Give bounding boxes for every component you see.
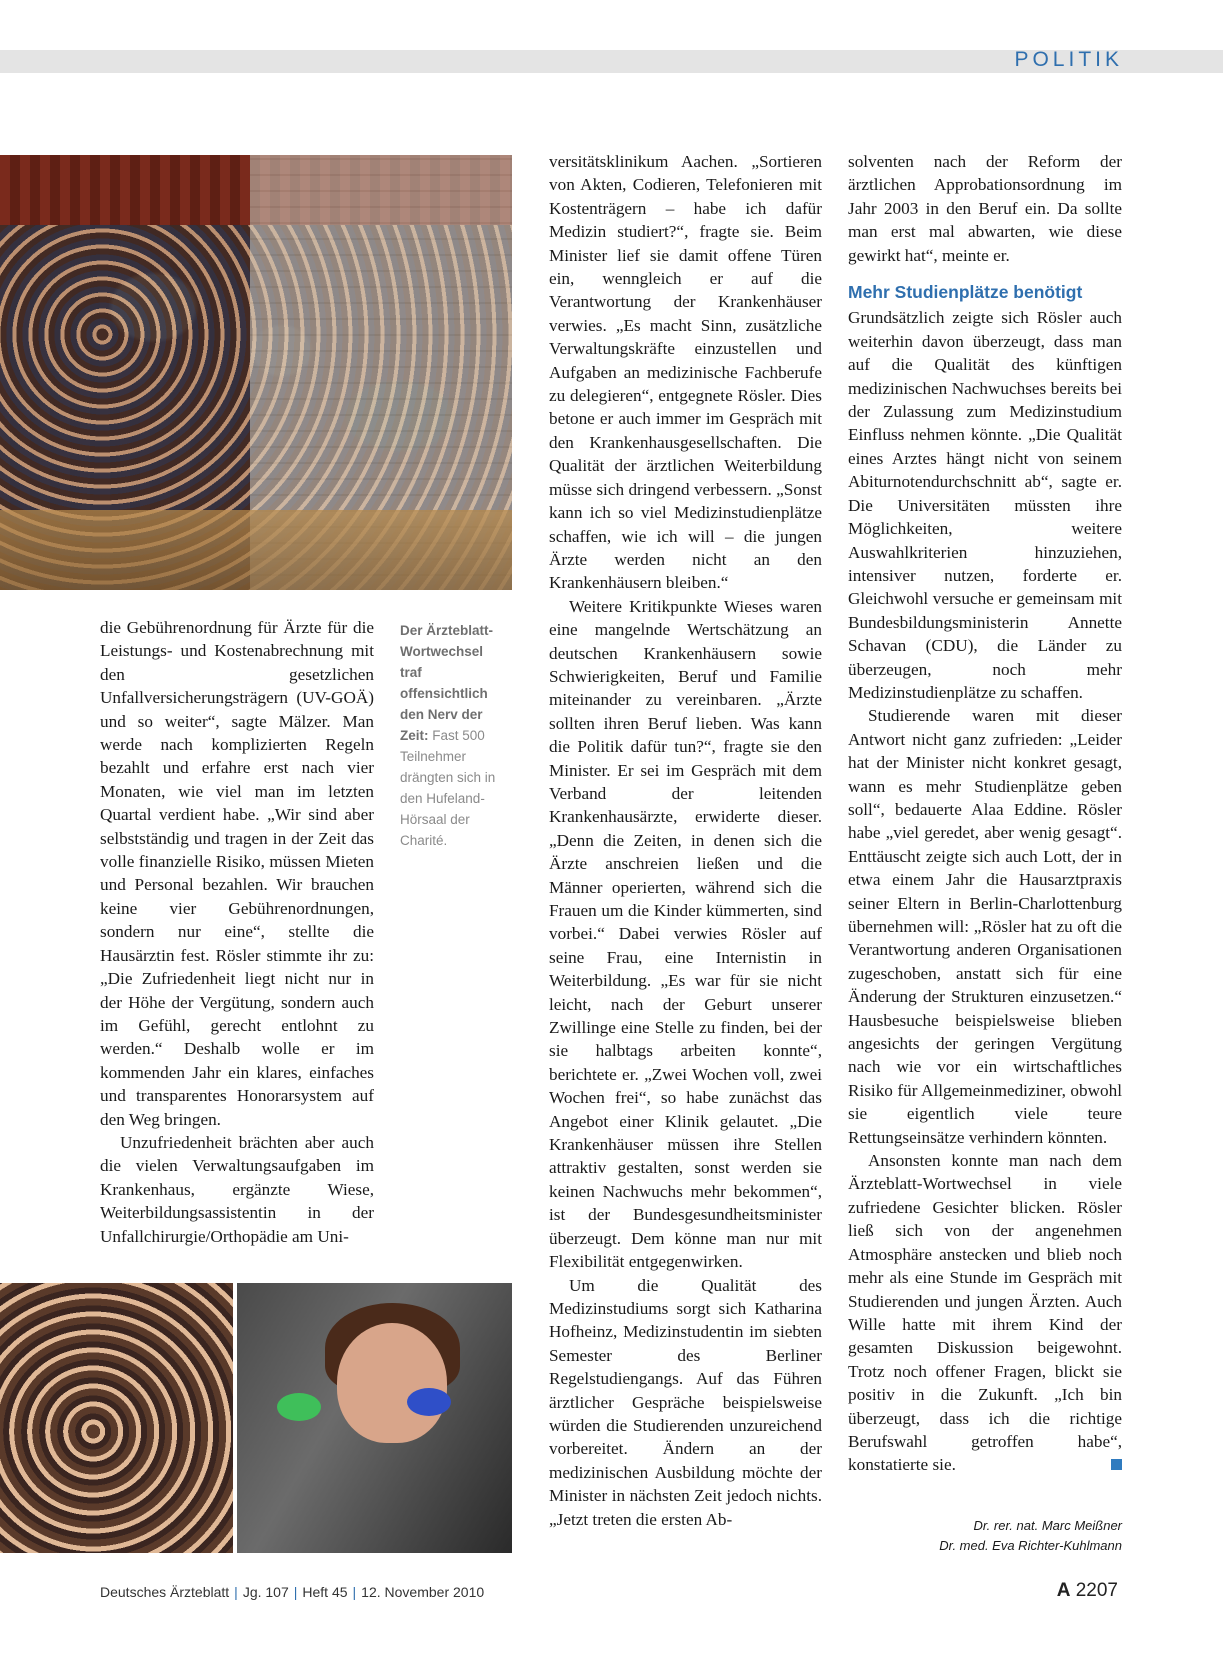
photo-caption bbox=[400, 620, 508, 851]
section-label: POLITIK bbox=[1014, 48, 1123, 71]
hall-floor bbox=[0, 510, 512, 590]
volume: Jg. 107 bbox=[242, 1584, 289, 1600]
author-name: Dr. med. Eva Richter-Kuhlmann bbox=[939, 1538, 1122, 1553]
caption-text: Fast 500 Teilnehmer drängten sich in den Hufeland-Hörsaal der Charité. bbox=[400, 728, 496, 848]
separator: | bbox=[293, 1584, 298, 1600]
journal-name: Deutsches Ärzteblatt bbox=[100, 1584, 230, 1600]
paragraph: solventen nach der Reform der ärztlichen Approbationsordnung im Jahr 2003 in den Beruf ein. Da sollte man erst mal abwarten, wie diese gewirkt hat“, meinte er. bbox=[848, 152, 1122, 265]
page-number-value: 2207 bbox=[1075, 1580, 1118, 1601]
paragraph: Um die Qualität des Medizinstudiums sorgt sich Katharina Hofheinz, Medizinstudentin im siebten Semester des Berliner Regelstudiengangs. Auf das Führen ärztlicher Gespräche beispielsweise würden die Studierenden unzureichend vorbereitet. Ändern an der medizinischen Ausbildung möchte der Minister in nächsten Zeit jedoch nichts. „Jetzt treten die ersten Ab- bbox=[549, 1275, 822, 1529]
paragraph-text: Ansonsten konnte man nach dem Ärzteblatt-Wortwechsel in viele zufriedene Gesichter blicken. Rösler ließ sich von der angenehmen Atmosphäre anstecken und blieb noch mehr als eine Stunde im Gespräch mit Studierenden und jungen Ärzten. Auch Wille hatte mit ihrem Kind der gesamten Diskussion beigewohnt. Trotz noch offener Fragen, blickt sie positiv in die Zukunft. „Ich bin überzeugt, dass ich die richtige Berufswahl getroffen habe“, konstatierte sie. bbox=[848, 1151, 1122, 1475]
caption-lead: Der Ärzteblatt-Wortwechsel traf offensichtlich den Nerv der Zeit: bbox=[400, 623, 494, 743]
paragraph bbox=[848, 1149, 1122, 1477]
separator: | bbox=[352, 1584, 357, 1600]
green-microphone-icon bbox=[277, 1393, 321, 1421]
footer bbox=[100, 1584, 484, 1600]
separator: | bbox=[234, 1584, 238, 1600]
column-1 bbox=[100, 616, 374, 1248]
blue-microphone-icon bbox=[407, 1388, 451, 1416]
author-credits bbox=[939, 1516, 1122, 1556]
column-4 bbox=[848, 150, 1122, 1477]
speaker-with-microphones-photo bbox=[237, 1283, 512, 1553]
subheading: Mehr Studienplätze benötigt bbox=[848, 282, 1083, 303]
page-prefix: A bbox=[1056, 1580, 1071, 1601]
paragraph: Unzufriedenheit brächten aber auch die vielen Verwaltungsaufgaben im Krankenhaus, ergänzte Wiese, Weiterbildungsassistentin in der Unfallchirurgie/Orthopädie am Uni- bbox=[100, 1132, 374, 1246]
issue-date: 12. November 2010 bbox=[361, 1584, 485, 1600]
paragraph: Grundsätzlich zeigte sich Rösler auch weiterhin davon überzeugt, dass man auf die Qualität des künftigen medizinischen Nachwuchses bereits bei der Zulassung zum Medizinstudium Einfluss nehmen könnte. „Die Qualität eines Arztes hängt nicht von seinem Abiturnotendurchschnitt ab“, sagte er. Die Universitäten müssten ihre Möglichkeiten, weitere Auswahlkriterien hinzuziehen, intensiver nutzen, forderte er. Gleichwohl versuche er gemeinsam mit Bundesbildungsministerin Annette Schavan (CDU), die Länder zu überzeugen, noch mehr Medizinstudienplätze zu schaffen. bbox=[848, 308, 1122, 702]
paragraph: die Gebührenordnung für Ärzte für die Leistungs- und Kostenabrechnung mit den gesetzlichen Unfallversicherungsträgern (UV-GOÄ) und so weiter“, sagte Mälzer. Man werde nach komplizierten Regeln bezahlt und erfahre erst nach vier Monaten, wie viel man im letzten Quartal verdient habe. „Wir sind aber selbstständig und tragen in der Zeit das volle finanzielle Risiko, müssen Mieten und Personal bezahlen. Wir brauchen keine vier Gebührenordnungen, sondern nur eine“, stellte die Hausärztin fest. Rösler stimmte ihr zu: „Die Zufriedenheit liegt nicht nur in der Höhe der Vergütung, sondern auch im Gefühl, gerecht entlohnt zu werden.“ Deshalb wolle er im kommenden Jahr ein klares, einfaches und transparentes Honorarsystem auf den Weg bringen. bbox=[100, 618, 374, 1129]
paragraph: Studierende waren mit dieser Antwort nicht ganz zufrieden: „Leider hat der Minister nicht konkret gesagt, wann es mehr Studienplätze geben soll“, bedauerte Alaa Eddine. Rösler habe „viel geredet, aber wenig gesagt“. Enttäuscht zeigte sich auch Lott, der in etwa einem Jahr die Hausarztpraxis seiner Eltern in Berlin-Charlottenburg übernehmen will: „Rösler hat zu oft die Verantwortung anderen Organisationen zugeschoben, anstatt sich für eine Änderung der Strukturen einzusetzen.“ Hausbesuche beispielsweise blieben angesichts der geringen Vergütung nach wie vor ein wirtschaftliches Risiko für Allgemeinmediziner, obwohl sie eigentlich viele teure Rettungseinsätze verhindern könnten. bbox=[848, 706, 1122, 1147]
page-number bbox=[1057, 1580, 1118, 1602]
speaker-face bbox=[337, 1323, 447, 1443]
column-3 bbox=[549, 150, 822, 1531]
issue: Heft 45 bbox=[302, 1584, 348, 1600]
lecture-hall-audience-photo bbox=[0, 155, 512, 590]
paragraph: versitätsklinikum Aachen. „Sortieren von Akten, Codieren, Telefonieren mit Kostenträgern – habe ich dafür Medizin studiert?“, fragte sie. Beim Minister lief sie damit offene Türen ein, wenngleich er auf die Verantwortung der Krankenhäuser verwies. „Es macht Sinn, zusätzliche Verwaltungskräfte einzustellen und Aufgaben an medizinische Fachberufe zu delegieren“, entgegnete Rösler. Dies betone er auch immer im Gespräch mit den Krankenhausgesellschaften. Die Qualität der ärztlichen Weiterbildung müsse sich dringend verbessern. „Sonst kann ich so viel Medizinstudienplätze schaffen, wie ich will – die jungen Ärzte werden nicht an den Krankenhäusern bleiben.“ bbox=[549, 152, 822, 593]
author-name: Dr. rer. nat. Marc Meißner bbox=[973, 1518, 1122, 1533]
paragraph: Weitere Kritikpunkte Wieses waren eine mangelnde Wertschätzung an deutschen Krankenhäusern sowie Schwierigkeiten, Beruf und Familie miteinander zu vereinbaren. „Ärzte sollten ihren Beruf lieben. Was kann die Politik dafür tun?“, fragte sie den Minister. Er sei im Gespräch mit dem Verband der leitenden Krankenhausärzte, erwiderte dieser. „Denn die Zeiten, in denen sich die Ärzte anschreien ließen und die Männer operierten, während sich die Frauen um die Kinder kümmerten, sind vorbei.“ Dabei verwies Rösler auf seine Frau, eine Internistin in Weiterbildung. „Es war für sie nicht leicht, nach der Geburt unserer Zwillinge eine Stelle zu finden, bei der sie halbtags arbeiten konnte“, berichtete er. „Zwei Wochen voll, zwei Wochen frei“, so habe zunächst das Angebot einer Klinik gelautet. „Die Krankenhäuser müssen ihre Stellen attraktiv gestalten, sonst werden sie keinen Nachwuchs mehr bekommen“, ist der Bundesgesundheitsminister überzeugt. Dem könne man nur mit Flexibilität entgegenwirken. bbox=[549, 596, 822, 1272]
end-of-article-icon bbox=[1111, 1459, 1122, 1470]
student-audience-photo bbox=[0, 1283, 233, 1553]
